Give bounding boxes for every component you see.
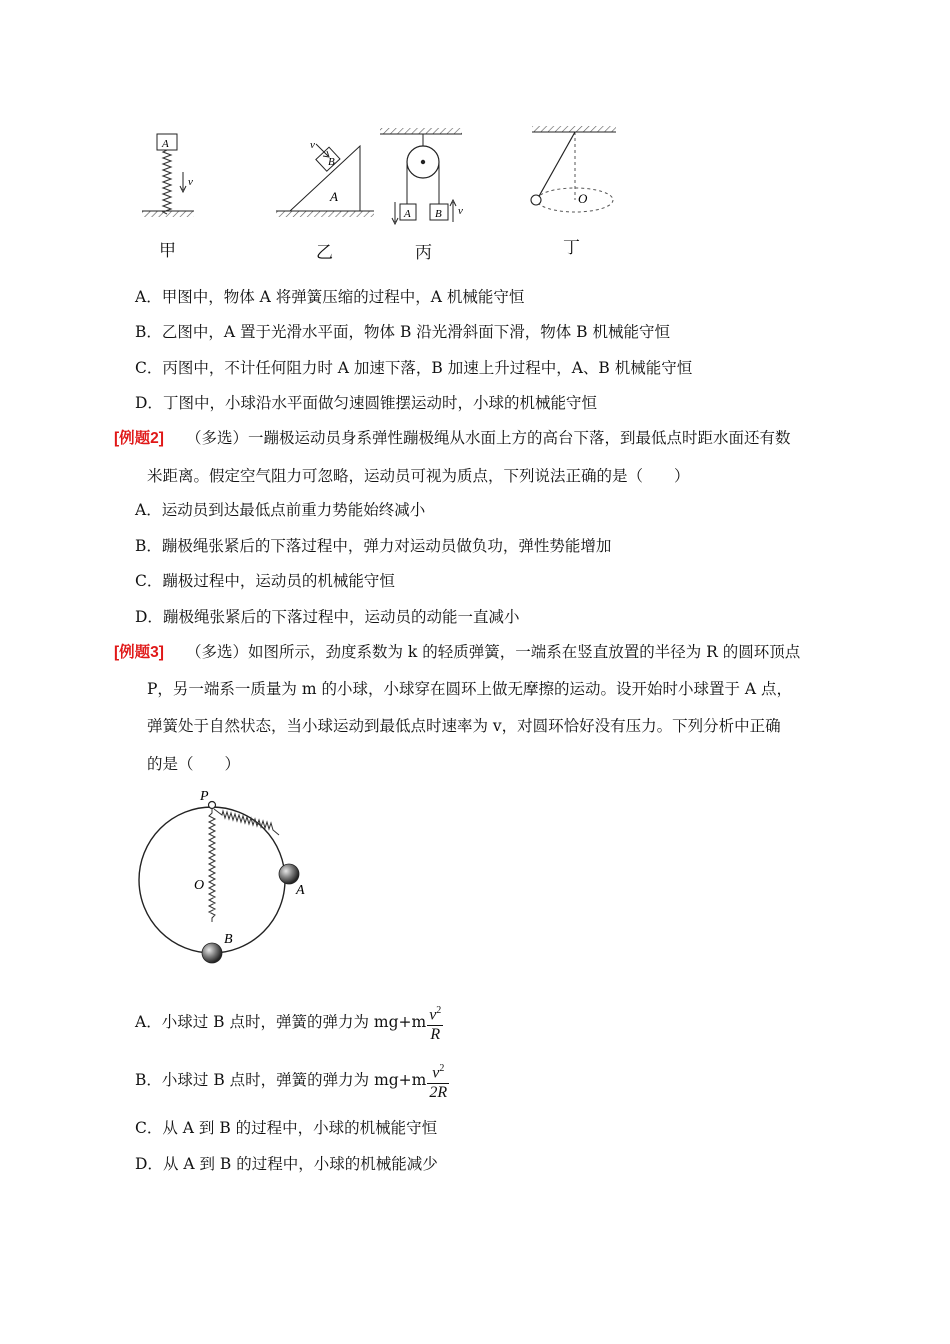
numerator-text: v [429, 1006, 437, 1024]
fig-jia-block-label: A [162, 138, 169, 150]
label-b: B [224, 932, 233, 947]
figure-jia [142, 134, 194, 217]
fraction-denominator: 2R [429, 1083, 448, 1101]
option-letter: B． [135, 537, 162, 555]
option-text: 小球过 B 点时，弹簧的弹力为 mg+m [161, 1013, 427, 1031]
q2-option-c [135, 570, 395, 592]
option-text: 丙图中，不计任何阻力时 A 加速下落，B 加速上升过程中，A、B 机械能守恒 [162, 359, 693, 377]
figure-yi [276, 139, 374, 217]
q1-option-d [135, 392, 597, 414]
fig-yi-b-label: B [328, 156, 335, 168]
q3-stem-line4: 的是（ ） [147, 755, 241, 773]
option-letter: A． [135, 1013, 162, 1031]
option-text: 从 A 到 B 的过程中，小球的机械能守恒 [162, 1119, 438, 1137]
q3-stem-line3: 弹簧处于自然状态，当小球运动到最低点时速率为 v，对圆环恰好没有压力。下列分析中正确 [147, 717, 781, 735]
q1-option-c [135, 357, 692, 379]
option-letter: C． [135, 572, 163, 590]
option-letter: D． [135, 394, 163, 412]
fraction-denominator: R [430, 1025, 441, 1043]
fig-jia-velocity-label: v [188, 176, 193, 188]
option-text: 蹦极绳张紧后的下落过程中，运动员的动能一直减小 [162, 608, 520, 626]
option-text: 蹦极过程中，运动员的机械能守恒 [162, 572, 395, 590]
label-p: P [200, 789, 209, 804]
fig-bing-velocity-label: v [458, 205, 463, 217]
q3-option-a [135, 1000, 443, 1044]
q3-stem-text: （多选）如图所示，劲度系数为 k 的轻质弹簧，一端系在竖直放置的半径为 R 的圆环顶点 [185, 643, 801, 661]
figure-ding [531, 126, 616, 212]
caption-yi: 乙 [316, 243, 333, 263]
point-p [209, 802, 216, 809]
q2-option-a [135, 499, 425, 521]
q2-tag: [例题2] [114, 430, 164, 447]
fraction-numerator: $v^2$ [427, 1002, 443, 1025]
q3-option-b [135, 1058, 449, 1102]
caption-bing: 丙 [415, 243, 432, 263]
q1-option-a [135, 286, 524, 308]
option-text: 甲图中，物体 A 将弹簧压缩的过程中，A 机械能守恒 [161, 288, 525, 306]
figure-bing [380, 128, 463, 224]
q3-figure [130, 785, 320, 970]
label-o: O [194, 878, 205, 893]
option-letter: D． [135, 1155, 163, 1173]
option-letter: B． [135, 1071, 162, 1089]
q2-stem-line1 [114, 427, 790, 450]
q2-option-b [135, 535, 611, 557]
fig-bing-b-label: B [435, 208, 442, 220]
q1-option-b [135, 321, 670, 343]
spring-pa [214, 809, 279, 835]
option-letter: A． [135, 288, 162, 306]
option-letter: C． [135, 359, 163, 377]
option-letter: B． [135, 323, 162, 341]
option-text: 运动员到达最低点前重力势能始终减小 [161, 501, 426, 519]
option-letter: C． [135, 1119, 163, 1137]
q3-stem-line1 [114, 641, 800, 664]
caption-jia: 甲 [159, 241, 176, 261]
spring-pb [209, 809, 215, 922]
caption-ding: 丁 [563, 238, 580, 258]
option-letter: D． [135, 608, 163, 626]
fig-ding-o-label: O [578, 191, 588, 206]
ball-b [202, 943, 222, 963]
q2-option-d [135, 606, 519, 628]
numerator-text: v [432, 1064, 440, 1082]
q3-tag: [例题3] [114, 644, 164, 661]
fig-yi-velocity-label: v [310, 139, 315, 151]
option-text: 从 A 到 B 的过程中，小球的机械能减少 [162, 1155, 438, 1173]
ball-a [279, 864, 299, 884]
fraction-v2-over-r [427, 1002, 443, 1043]
q3-option-c [135, 1117, 437, 1139]
q2-stem-line2: 米距离。假定空气阻力可忽略，运动员可视为质点，下列说法正确的是（ ） [147, 467, 690, 485]
q3-option-d [135, 1153, 438, 1175]
option-text: 小球过 B 点时，弹簧的弹力为 mg+m [161, 1071, 427, 1089]
figure-group-1 [130, 118, 630, 263]
option-text: 乙图中，A 置于光滑水平面，物体 B 沿光滑斜面下滑，物体 B 机械能守恒 [161, 323, 671, 341]
fraction-v2-over-2r [427, 1060, 449, 1101]
fig-yi-a-label: A [330, 189, 338, 204]
fraction-numerator: $v^2$ [427, 1060, 449, 1083]
label-a: A [296, 883, 305, 898]
option-text: 蹦极绳张紧后的下落过程中，弹力对运动员做负功，弹性势能增加 [161, 537, 612, 555]
q2-stem-text: （多选）一蹦极运动员身系弹性蹦极绳从水面上方的高台下落，到最低点时距水面还有数 [185, 429, 791, 447]
fig-bing-a-label: A [404, 208, 411, 220]
option-letter: A． [135, 501, 162, 519]
option-text: 丁图中，小球沿水平面做匀速圆锥摆运动时，小球的机械能守恒 [162, 394, 597, 412]
q3-stem-line2: P，另一端系一质量为 m 的小球，小球穿在圆环上做无摩擦的运动。设开始时小球置于 A 点， [147, 680, 793, 698]
